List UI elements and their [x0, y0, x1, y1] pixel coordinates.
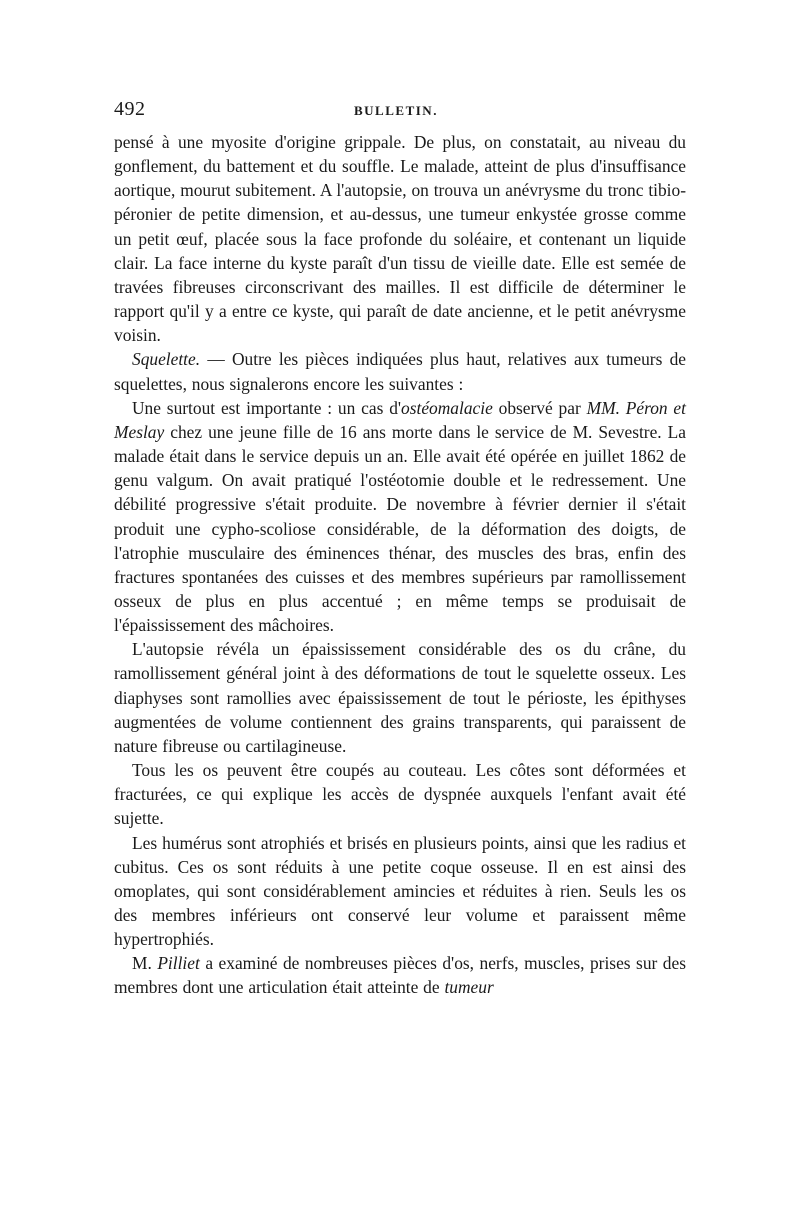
italic-text: tumeur [444, 977, 494, 998]
text-run: L'autopsie révéla un épaississement considérable des os du crâne, du ramollissement général joint à des déformations de tout le squelette osseux. Les diaphyses sont ramollies avec épaississement de tout le périoste, les épithyses augmentées de volume contiennent des grains transparents, qui paraissent de nature fibreuse ou cartilagineuse. [114, 639, 686, 756]
paragraph [114, 347, 686, 395]
text-run: M. [132, 953, 158, 974]
text-run: pensé à une myosite d'origine grippale. De plus, on constatait, au niveau du gonflement, du battement et du souffle. Le malade, atteint de plus d'insuffisance aortique, mourut subitement. A l'autopsie, on trouva un anévrysme du tronc tibio-péronier de petite dimension, et au-dessus, une tumeur enkystée grosse comme un petit œuf, placée sous la face profonde du soléaire, et contenant un liquide clair. La face interne du kyste paraît d'un tissu de vieille date. Elle est semée de travées fibreuses circonscrivant des mailles. Il est difficile de déterminer le rapport qu'il y a entre ce kyste, qui paraît de date ancienne, et le petit anévrysme voisin. [114, 132, 686, 346]
text-run: Les humérus sont atrophiés et brisés en plusieurs points, ainsi que les radius et cubitus. Ces os sont réduits à une petite coque osseuse. Il en est ainsi des omoplates, qui sont considérablement amincies et réduites à rien. Seuls les os des membres inférieurs ont conservé leur volume et paraissent même hypertrophiés. [114, 832, 686, 950]
page-number: 492 [114, 98, 146, 120]
running-title: BULLETIN. [354, 103, 438, 118]
text-run: a examiné de nombreuses pièces d'os, nerfs, muscles, prises sur des membres dont une articulation était atteinte de [114, 953, 686, 998]
text-run: observé par [492, 397, 587, 418]
paragraph [114, 831, 686, 952]
body-text [114, 130, 686, 1000]
text-run: Tous les os peuvent être coupés au couteau. Les côtes sont déformées et fracturées, ce qui explique les accès de dyspnée auxquels l'enfant avait été sujette. [114, 760, 686, 829]
italic-text: ostéomalacie [401, 397, 493, 418]
italic-text: Squelette. [132, 349, 201, 370]
paragraph [114, 758, 686, 830]
text-run: Une surtout est importante : un cas d' [132, 397, 402, 418]
italic-text: MM. Péron et Meslay [114, 397, 686, 442]
paragraph [114, 130, 686, 347]
paragraph [114, 396, 686, 638]
text-run: — Outre les pièces indiquées plus haut, relatives aux tumeurs de squelettes, nous signalerons encore les suivantes : [114, 349, 686, 394]
text-run: chez une jeune fille de 16 ans morte dans le service de M. Sevestre. La malade était dans le service depuis un an. Elle avait été opérée en juillet 1862 de genu valgum. On avait pratiqué l'ostéotomie double et le redressement. Une débilité progressive s'était produite. De novembre à février dernier il s'était produit une cypho-scoliose considérable, de la déformation des doigts, de l'atrophie musculaire des éminences thénar, des muscles des bras, enfin des fractures spontanées des cuisses et des membres supérieurs par ramollissement osseux de plus en plus accentué ; en même temps se produisait de l'épaississement des mâchoires. [114, 421, 686, 636]
page-header [114, 98, 684, 128]
paragraph [114, 637, 686, 758]
italic-text: Pilliet [157, 953, 200, 974]
paragraph [114, 951, 686, 999]
